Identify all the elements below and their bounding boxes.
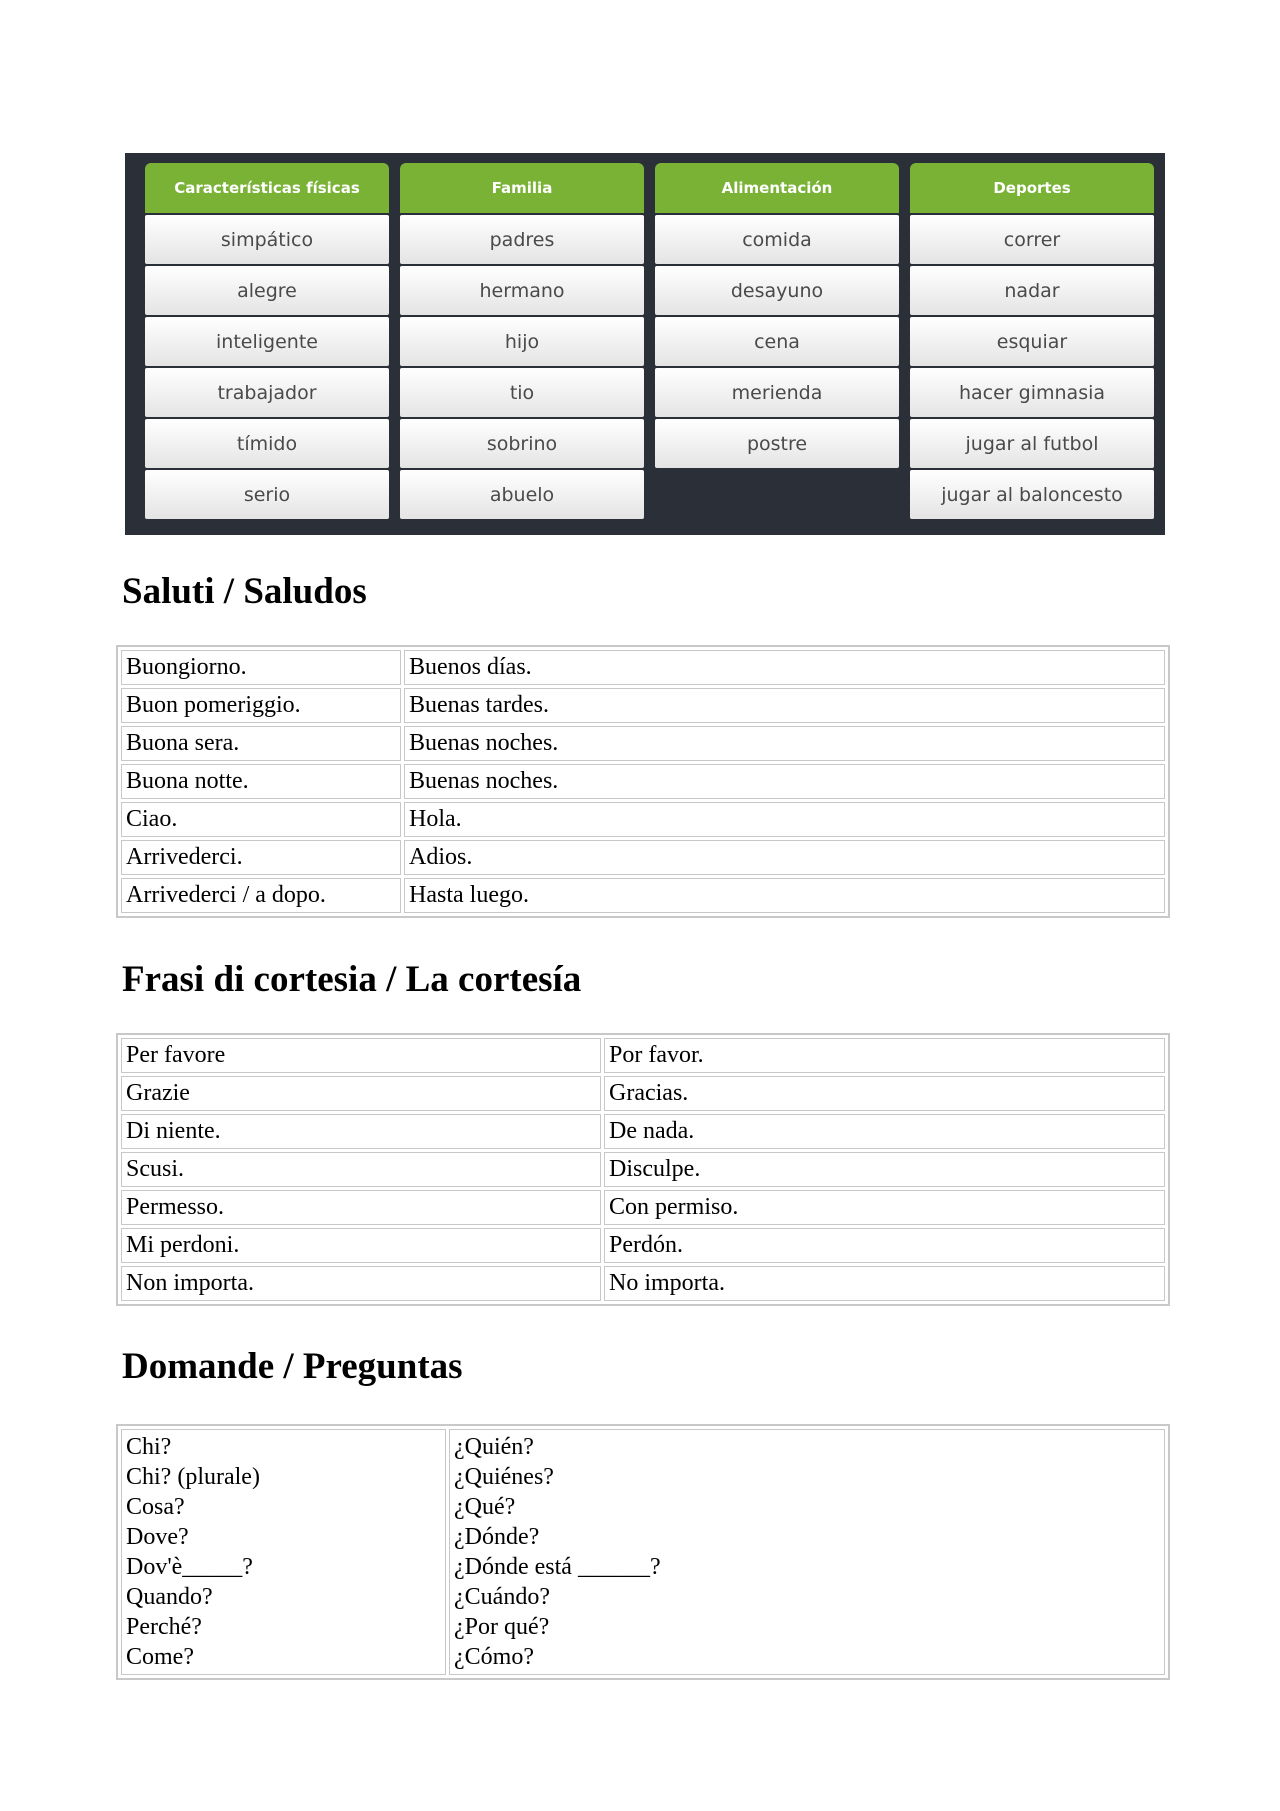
table-row — [121, 878, 1165, 913]
vocab-item[interactable]: serio — [145, 470, 389, 519]
vocab-item[interactable]: cena — [655, 317, 899, 366]
table-row — [121, 1266, 1165, 1301]
table-row — [121, 840, 1165, 875]
italian-phrase: Grazie — [121, 1076, 601, 1111]
vocab-column-familia — [400, 163, 644, 519]
vocab-item[interactable]: comida — [655, 215, 899, 264]
spanish-phrase: Con permiso. — [604, 1190, 1165, 1225]
vocab-column-header: Alimentación — [655, 163, 899, 213]
table-row — [121, 1152, 1165, 1187]
spanish-phrase: Perdón. — [604, 1228, 1165, 1263]
vocab-item[interactable]: inteligente — [145, 317, 389, 366]
vocab-item[interactable]: alegre — [145, 266, 389, 315]
vocab-item[interactable]: correr — [910, 215, 1154, 264]
spanish-question: ¿Dónde está ______? — [454, 1554, 661, 1580]
table-row — [121, 1429, 1165, 1675]
italian-questions-cell — [121, 1429, 446, 1675]
vocab-item[interactable]: hijo — [400, 317, 644, 366]
table-row — [121, 802, 1165, 837]
vocab-item[interactable]: postre — [655, 419, 899, 468]
italian-phrase: Arrivederci. — [121, 840, 401, 875]
table-row — [121, 688, 1165, 723]
italian-phrase: Buona sera. — [121, 726, 401, 761]
italian-phrase: Per favore — [121, 1038, 601, 1073]
spanish-question: ¿Quién? — [454, 1434, 534, 1460]
italian-phrase: Permesso. — [121, 1190, 601, 1225]
spanish-phrase: No importa. — [604, 1266, 1165, 1301]
questions-table — [116, 1424, 1170, 1680]
italian-question: Chi? (plurale) — [126, 1464, 260, 1490]
section-title-cortesia: Frasi di cortesia / La cortesía — [122, 959, 582, 1000]
italian-question: Chi? — [126, 1434, 172, 1460]
italian-question: Quando? — [126, 1584, 213, 1610]
italian-question: Dov'è_____? — [126, 1554, 253, 1580]
spanish-phrase: Disculpe. — [604, 1152, 1165, 1187]
vocab-item[interactable]: desayuno — [655, 266, 899, 315]
spanish-question: ¿Dónde? — [454, 1524, 540, 1550]
italian-question: Dove? — [126, 1524, 189, 1550]
greetings-table — [116, 645, 1170, 918]
vocab-column-deportes — [910, 163, 1154, 519]
vocab-item[interactable]: esquiar — [910, 317, 1154, 366]
spanish-phrase: Hola. — [404, 802, 1165, 837]
spanish-question: ¿Cómo? — [454, 1644, 534, 1670]
spanish-question: ¿Quiénes? — [454, 1464, 554, 1490]
vocab-item[interactable]: tímido — [145, 419, 389, 468]
vocab-column-caracteristicas — [145, 163, 389, 519]
vocab-column-header: Características físicas — [145, 163, 389, 213]
vocab-item[interactable]: nadar — [910, 266, 1154, 315]
italian-phrase: Di niente. — [121, 1114, 601, 1149]
vocab-column-header: Deportes — [910, 163, 1154, 213]
vocab-item[interactable]: simpático — [145, 215, 389, 264]
table-row — [121, 764, 1165, 799]
vocabulary-panel — [125, 153, 1165, 535]
italian-phrase: Buongiorno. — [121, 650, 401, 685]
vocab-item[interactable]: merienda — [655, 368, 899, 417]
italian-phrase: Buona notte. — [121, 764, 401, 799]
italian-phrase: Ciao. — [121, 802, 401, 837]
courtesy-table — [116, 1033, 1170, 1306]
vocab-item[interactable]: sobrino — [400, 419, 644, 468]
spanish-phrase: Hasta luego. — [404, 878, 1165, 913]
spanish-phrase: Gracias. — [604, 1076, 1165, 1111]
italian-question: Perché? — [126, 1614, 202, 1640]
spanish-phrase: Buenos días. — [404, 650, 1165, 685]
spanish-question: ¿Cuándo? — [454, 1584, 550, 1610]
italian-phrase: Scusi. — [121, 1152, 601, 1187]
italian-phrase: Mi perdoni. — [121, 1228, 601, 1263]
spanish-question: ¿Qué? — [454, 1494, 516, 1520]
vocab-column-header: Familia — [400, 163, 644, 213]
italian-phrase: Arrivederci / a dopo. — [121, 878, 401, 913]
section-title-domande: Domande / Preguntas — [122, 1346, 463, 1387]
section-title-saluti: Saluti / Saludos — [122, 571, 367, 612]
spanish-phrase: Por favor. — [604, 1038, 1165, 1073]
table-row — [121, 1076, 1165, 1111]
spanish-phrase: De nada. — [604, 1114, 1165, 1149]
spanish-questions-cell — [449, 1429, 1165, 1675]
vocab-item[interactable]: trabajador — [145, 368, 389, 417]
table-row — [121, 1038, 1165, 1073]
vocab-item[interactable]: jugar al baloncesto — [910, 470, 1154, 519]
table-row — [121, 1114, 1165, 1149]
italian-question: Come? — [126, 1644, 194, 1670]
vocab-item[interactable]: abuelo — [400, 470, 644, 519]
spanish-phrase: Buenas noches. — [404, 726, 1165, 761]
table-row — [121, 1190, 1165, 1225]
table-row — [121, 650, 1165, 685]
spanish-phrase: Buenas noches. — [404, 764, 1165, 799]
spanish-phrase: Buenas tardes. — [404, 688, 1165, 723]
table-row — [121, 726, 1165, 761]
vocab-item[interactable]: tio — [400, 368, 644, 417]
vocab-item[interactable]: padres — [400, 215, 644, 264]
vocab-column-alimentacion — [655, 163, 899, 468]
vocab-item[interactable]: hermano — [400, 266, 644, 315]
spanish-phrase: Adios. — [404, 840, 1165, 875]
italian-phrase: Buon pomeriggio. — [121, 688, 401, 723]
vocab-item[interactable]: jugar al futbol — [910, 419, 1154, 468]
spanish-question: ¿Por qué? — [454, 1614, 550, 1640]
table-row — [121, 1228, 1165, 1263]
italian-question: Cosa? — [126, 1494, 185, 1520]
italian-phrase: Non importa. — [121, 1266, 601, 1301]
vocab-item[interactable]: hacer gimnasia — [910, 368, 1154, 417]
